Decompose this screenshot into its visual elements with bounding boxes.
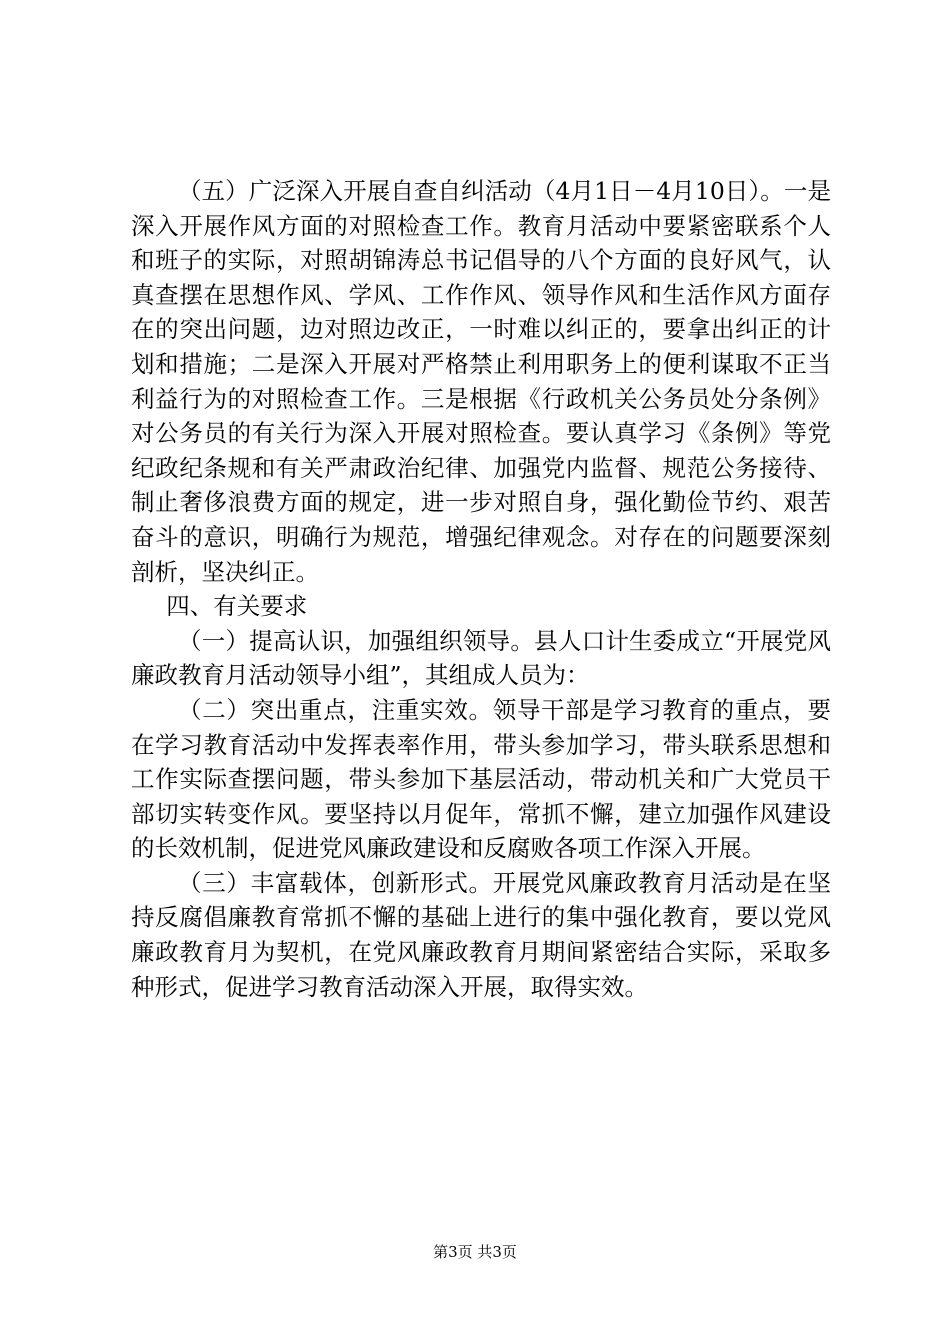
section-heading-requirements: 四、有关要求 — [166, 592, 308, 621]
document-body — [131, 174, 831, 1004]
paragraph-self-inspection: （五）广泛深入开展自查自纠活动（4月1日－4月10日）。一是深入开展作风方面的对照检查工作。教育月活动中要紧密联系个人和班子的实际，对照胡锦涛总书记倡导的八个方面的良好风气，认真查摆在思想作风、学风、工作作风、领导作风和生活作风方面存在的突出问题，边对照边改正，一时难以纠正的，要拿出纠正的计划和措施；二是深入开展对严格禁止利用职务上的便利谋取不正当利益行为的对照检查工作。三是根据《行政机关公务员处分条例》对公务员的有关行为深入开展对照检查。要认真学习《条例》等党纪政纪条规和有关严肃政治纪律、加强党内监督、规范公务接待、制止奢侈浪费方面的规定，进一步对照自身，强化勤俭节约、艰苦奋斗的意识，明确行为规范，增强纪律观念。对存在的问题要深刻剖析，坚决纠正。 — [131, 177, 831, 586]
paragraph-carriers: （三）丰富载体，创新形式。开展党风廉政教育月活动是在坚持反腐倡廉教育常抓不懈的基础上进行的集中强化教育，要以党风廉政教育月为契机，在党风廉政教育月期间紧密结合实际，采取多种形式，促进学习教育活动深入开展，取得实效。 — [131, 868, 831, 1001]
paragraph-organization: （一）提高认识，加强组织领导。县人口计生委成立“开展党风廉政教育月活动领导小组”，其组成人员为： — [131, 626, 831, 690]
paragraph-focus: （二）突出重点，注重实效。领导干部是学习教育的重点，要在学习教育活动中发挥表率作用，带头参加学习，带头联系思想和工作实际查摆问题，带头参加下基层活动，带动机关和广大党员干部切实转变作风。要坚持以月促年，常抓不懈，建立加强作风建设的长效机制，促进党风廉政建设和反腐败各项工作深入开展。 — [131, 695, 831, 863]
page-footer: 第3页 共3页 — [433, 1243, 517, 1261]
